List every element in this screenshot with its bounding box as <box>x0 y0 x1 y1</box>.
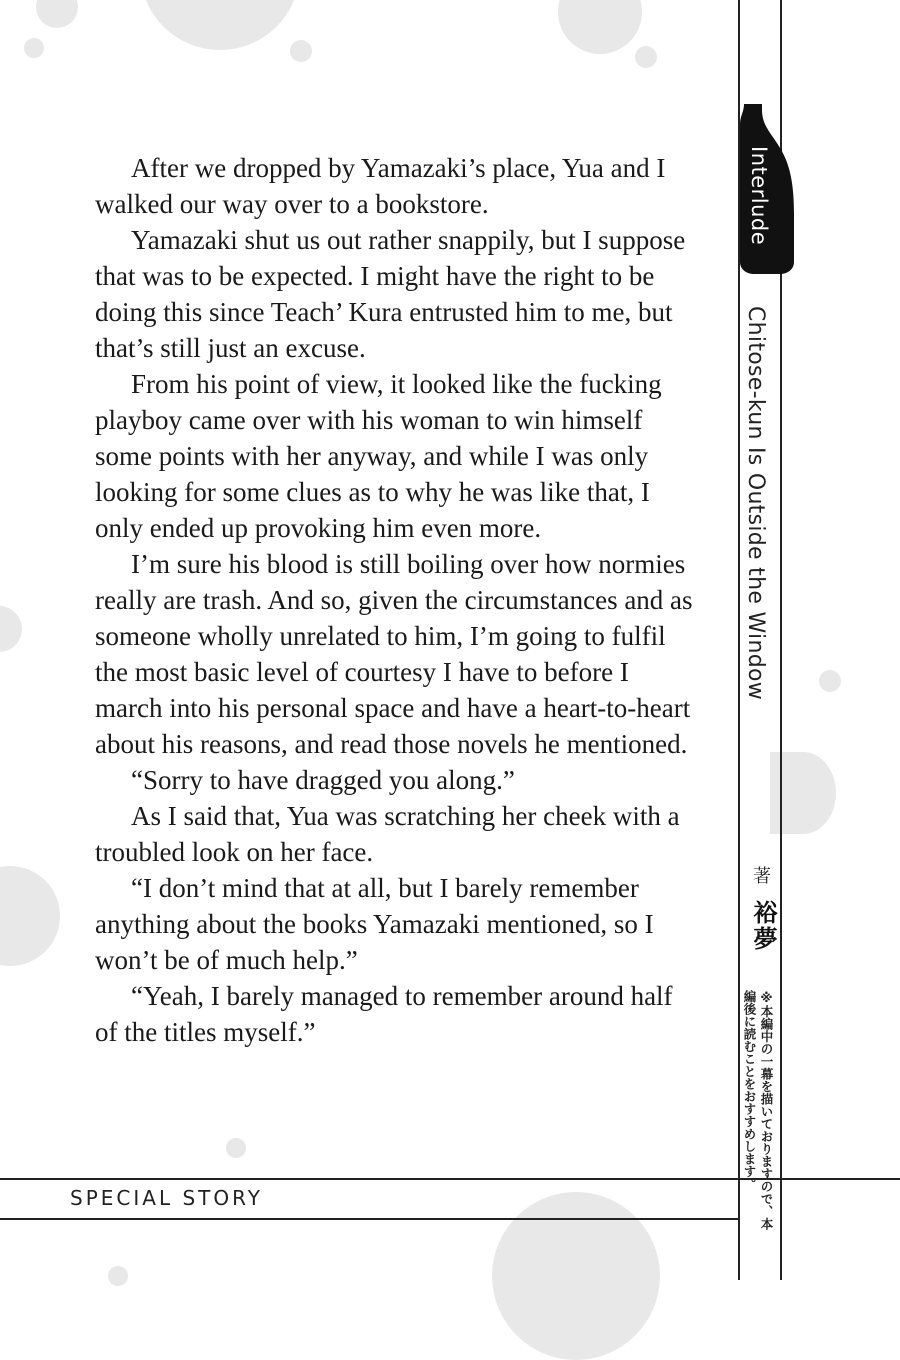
paragraph: “Sorry to have dragged you along.” <box>131 765 515 795</box>
decorative-dot <box>290 40 312 62</box>
footer-label: SPECIAL STORY <box>70 1186 263 1210</box>
decorative-dot <box>24 38 44 58</box>
story-title: Chitose-kun Is Outside the Window <box>743 306 768 701</box>
decorative-dot <box>36 0 78 28</box>
paragraph: As I said that, Yua was scratching her cheek with a troubled look on her face. <box>95 801 680 867</box>
decorative-dot <box>558 0 642 54</box>
paragraph: After we dropped by Yamazaki’s place, Yua and I walked our way over to a bookstore. <box>95 153 666 219</box>
decorative-dot <box>635 46 657 68</box>
paragraph: From his point of view, it looked like the fucking playboy came over with his woman to win himself some points with her anyway, and while I was only looking for some clues as to why he was like that, I only ended up provoking him even more. <box>95 369 662 543</box>
reading-note: ※本編中の一幕を描いておりますので、本編後に読むことをおすすめします。 <box>742 990 774 1230</box>
decorative-dot <box>819 670 841 692</box>
paragraph: I’m sure his blood is still boiling over how normies really are trash. And so, given the circumstances and as someone wholly unrelated to him, I’m going to fulfil the most basic level of courtesy I have to before I march into his personal space and have a heart-to-heart about his reasons, and read those novels he mentioned. <box>95 549 693 759</box>
decorative-dot <box>140 0 300 50</box>
decorative-dot <box>0 866 60 966</box>
footer-rule-bottom <box>0 1218 740 1220</box>
decorative-dot <box>108 1266 128 1286</box>
story-body <box>95 150 695 1050</box>
author-name: 裕夢 <box>749 900 778 952</box>
decorative-dot <box>226 1138 246 1158</box>
paragraph: “I don’t mind that at all, but I barely remember anything about the books Yamazaki mentioned, so I won’t be of much help.” <box>95 873 654 975</box>
decorative-dot <box>0 606 22 652</box>
author-mark: 著 <box>750 866 771 884</box>
paragraph: Yamazaki shut us out rather snappily, but I suppose that was to be expected. I might have the right to be doing this since Teach’ Kura entrusted him to me, but that’s still just an excuse. <box>95 225 686 363</box>
paragraph: “Yeah, I barely managed to remember around half of the titles myself.” <box>95 981 673 1047</box>
section-label: Interlude <box>747 146 771 246</box>
